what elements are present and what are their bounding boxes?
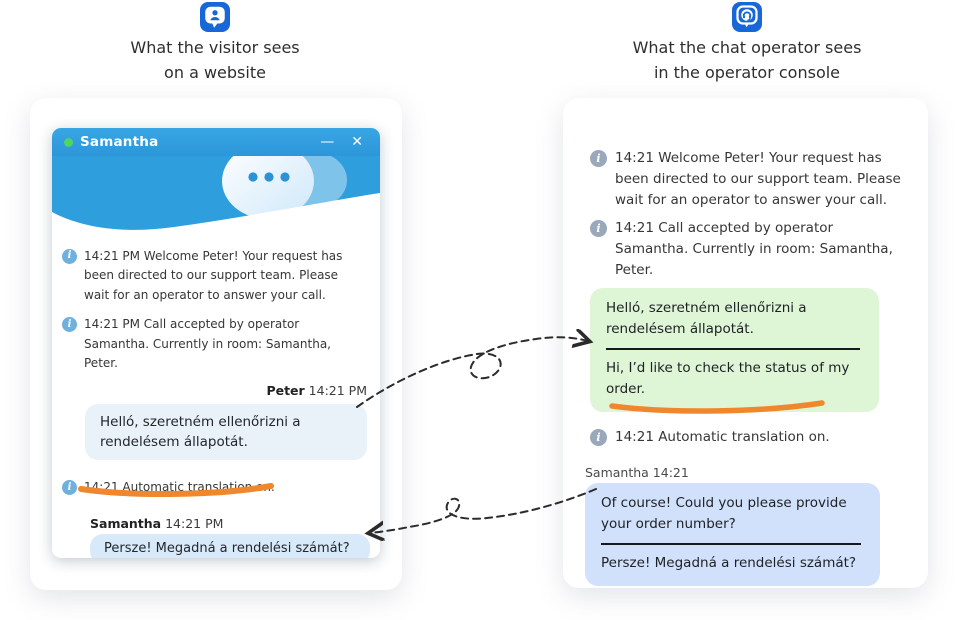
system-message-text: 14:21 PM Welcome Peter! Your request has been directed to our support team. Please wait for an operator to answer your call. xyxy=(84,249,343,302)
system-message-welcome xyxy=(62,247,367,305)
message-time: 14:21 PM xyxy=(304,382,367,398)
system-message-text: 14:21 Welcome Peter! Your request has been directed to our support team. Please wait for an operator to answer your call. xyxy=(615,150,901,209)
operator-console-card xyxy=(563,98,928,588)
operator-message-bubble: Persze! Megadná a rendelési számát? xyxy=(90,534,370,558)
visitor-title-line1: What the visitor sees xyxy=(130,38,300,57)
original-text: Of course! Could you please provide your order number? xyxy=(601,495,847,532)
close-icon[interactable]: ✕ xyxy=(351,134,363,150)
translated-text: Hi, I’d like to check the status of my order. xyxy=(606,360,850,398)
operator-message-meta: Samantha 14:21 xyxy=(585,465,689,481)
visitor-title-line2: on a website xyxy=(164,62,266,82)
translation-divider xyxy=(601,543,861,545)
visitor-column-title xyxy=(55,36,375,86)
operator-name: Samantha xyxy=(80,134,159,150)
visitor-view-card xyxy=(30,98,402,590)
info-icon: i xyxy=(62,480,77,495)
chat-widget-messages xyxy=(52,244,380,558)
info-icon: i xyxy=(590,220,607,237)
system-message-accepted xyxy=(590,218,908,281)
operator-headset-icon xyxy=(732,2,762,32)
system-message-text: 14:21 Automatic translation on. xyxy=(615,428,830,445)
info-icon: i xyxy=(590,150,607,167)
system-message-translation xyxy=(590,427,908,448)
system-message-text: 14:21 Call accepted by operator Samantha. Currently in room: Samantha, Peter. xyxy=(615,220,893,279)
info-icon: i xyxy=(62,317,77,332)
operator-title-line1: What the chat operator sees xyxy=(632,38,862,57)
system-message-welcome xyxy=(590,148,908,211)
visitor-original-bubble xyxy=(590,288,879,412)
system-message-text: 14:21 Automatic translation on. xyxy=(84,480,275,495)
author-name: Samantha xyxy=(90,515,162,531)
chat-widget xyxy=(52,128,380,558)
operator-console-messages xyxy=(563,98,928,586)
operator-reply-bubble xyxy=(585,483,880,586)
message-time: 14:21 PM xyxy=(161,515,224,531)
info-icon: i xyxy=(62,249,77,264)
translated-text: Persze! Megadná a rendelési számát? xyxy=(601,554,857,571)
chat-widget-hero xyxy=(52,156,380,244)
system-message-accepted xyxy=(62,315,367,373)
operator-message-meta xyxy=(90,516,367,531)
operator-title-line2: in the operator console xyxy=(653,62,841,82)
online-status-dot xyxy=(64,138,73,147)
info-icon: i xyxy=(590,429,607,446)
original-text: Helló, szeretném ellenőrizni a rendelésem állapotát. xyxy=(606,300,807,338)
system-message-translation xyxy=(62,478,367,497)
visitor-chat-icon xyxy=(200,2,230,32)
operator-column-title xyxy=(587,36,907,86)
author-name: Peter xyxy=(266,382,305,398)
chat-widget-header[interactable] xyxy=(52,128,380,156)
system-message-text: 14:21 PM Call accepted by operator Samantha. Currently in room: Samantha, Peter. xyxy=(84,317,331,371)
visitor-message-meta xyxy=(62,383,367,398)
visitor-message-bubble: Helló, szeretném ellenőrizni a rendelésem állapotát. xyxy=(85,404,367,461)
minimize-icon[interactable]: — xyxy=(320,134,335,150)
translation-divider xyxy=(606,348,860,350)
speech-bubbles-illustration xyxy=(52,156,380,244)
